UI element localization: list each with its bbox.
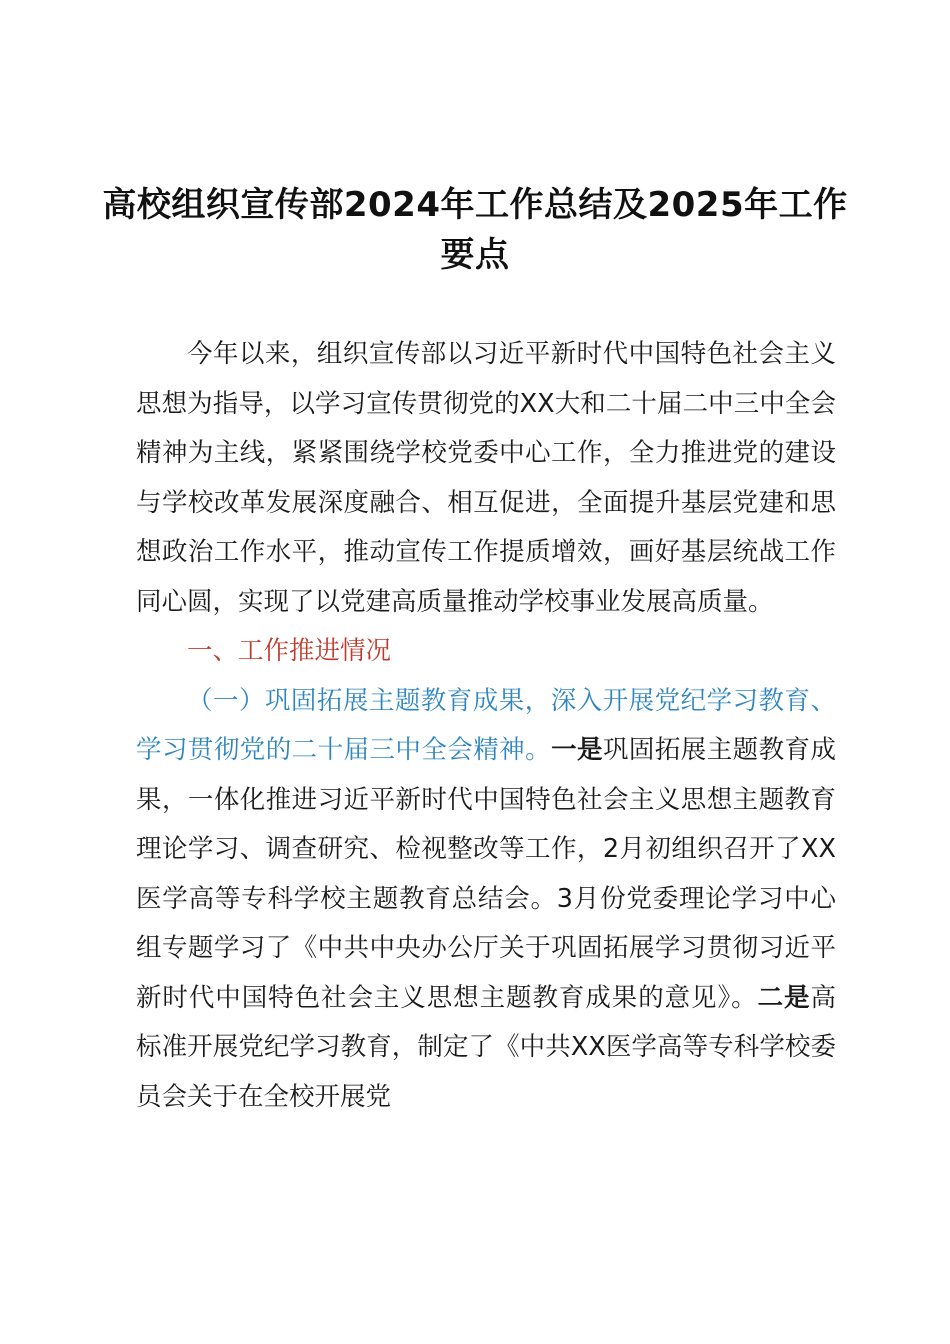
paragraph-text-one: 巩固拓展主题教育成果，一体化推进习近平新时代中国特色社会主义思想主题教育理论学习、调查研究、检视整改等工作，2月初组织召开了XX医学高等专科学校主题教育总结会。3月份党委理论学习中心组专题学习了《中共中央办公厅关于巩固拓展学习贯彻习近平新时代中国特色社会主义思想主题教育成果的意见》。	[136, 735, 836, 1013]
lead-marker-one: 一是	[551, 735, 603, 765]
document-body	[136, 330, 836, 1122]
document-title: 高校组织宣传部2024年工作总结及2025年工作要点	[102, 185, 848, 275]
section-heading: 一、工作推进情况	[187, 636, 392, 666]
subsection-paragraph	[136, 677, 836, 1123]
paragraph-text-two: 高标准开展党纪学习教育，制定了《中共XX医学高等专科学校委员会关于在全校开展党	[136, 982, 836, 1112]
intro-paragraph: 今年以来，组织宣传部以习近平新时代中国特色社会主义思想为指导，以学习宣传贯彻党的XX大和二十届二中三中全会精神为主线，紧紧围绕学校党委中心工作，全力推进党的建设与学校改革发展深度融合、相互促进，全面提升基层党建和思想政治工作水平，推动宣传工作提质增效，画好基层统战工作同心圆，实现了以党建高质量推动学校事业发展高质量。	[136, 339, 836, 617]
lead-marker-two: 二是	[757, 982, 811, 1013]
subsection-heading: （一）巩固拓展主题教育成果，深入开展党纪学习教育、学习贯彻党的二十届三中全会精神。	[136, 685, 836, 765]
